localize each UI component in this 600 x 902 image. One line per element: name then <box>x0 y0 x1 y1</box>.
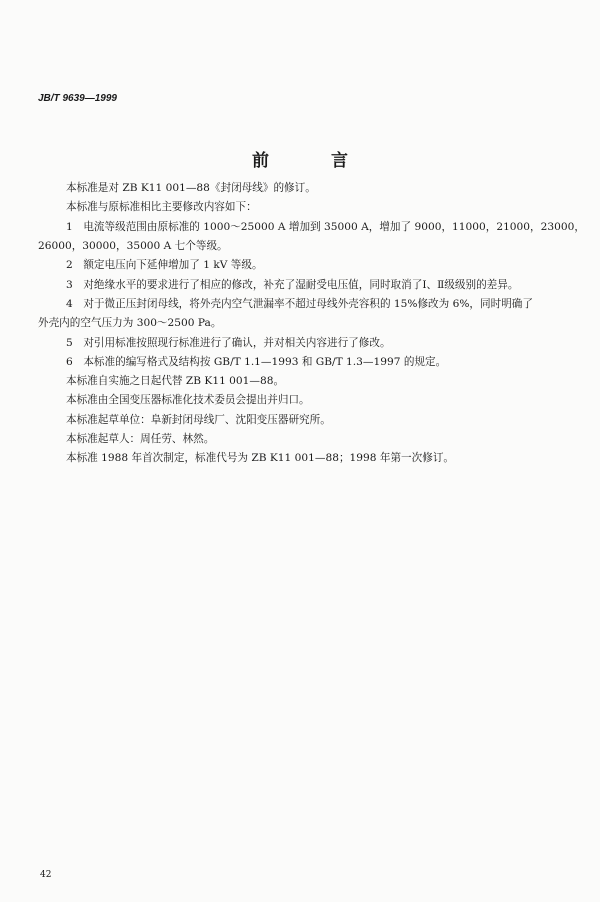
paragraph-line: 本标准是对 ZB K11 001—88《封闭母线》的修订。 <box>66 182 316 194</box>
section-title: 前 言 <box>252 151 376 171</box>
list-item-4-continued: 外壳内的空气压力为 300～2500 Pa。 <box>38 317 222 329</box>
paragraph-line: 本标准起草单位：阜新封闭母线厂、沈阳变压器研究所。 <box>66 414 331 426</box>
list-item-1-continued: 26000，30000，35000 A 七个等级。 <box>38 240 228 252</box>
paragraph-line: 本标准起草人：周任劳、林然。 <box>66 433 215 445</box>
standard-number-header: JB/T 9639—1999 <box>38 93 117 104</box>
list-item-2: 2 额定电压向下延伸增加了 1 kV 等级。 <box>66 259 263 271</box>
page-number: 42 <box>40 870 52 880</box>
list-item-5: 5 对引用标准按照现行标准进行了确认，并对相关内容进行了修改。 <box>66 337 391 349</box>
paragraph-line: 本标准由全国变压器标准化技术委员会提出并归口。 <box>66 394 310 406</box>
paragraph-line: 本标准 1988 年首次制定，标准代号为 ZB K11 001—88；1998 年第一次修订。 <box>66 452 455 464</box>
list-item-3: 3 对绝缘水平的要求进行了相应的修改，补充了湿耐受电压值，同时取消了Ⅰ、Ⅱ级级别的差异。 <box>66 279 519 291</box>
list-item-4: 4 对于微正压封闭母线，将外壳内空气泄漏率不超过母线外壳容积的 15%修改为 6%，同时明确了 <box>66 298 533 310</box>
list-item-6: 6 本标准的编写格式及结构按 GB/T 1.1—1993 和 GB/T 1.3—1997 的规定。 <box>66 356 447 368</box>
list-item-1: 1 电流等级范围由原标准的 1000～25000 A 增加到 35000 A，增加了 9000，11000，21000，23000， <box>66 221 585 233</box>
paragraph-line: 本标准与原标准相比主要修改内容如下： <box>66 201 257 213</box>
paragraph-line: 本标准自实施之日起代替 ZB K11 001—88。 <box>66 375 285 387</box>
